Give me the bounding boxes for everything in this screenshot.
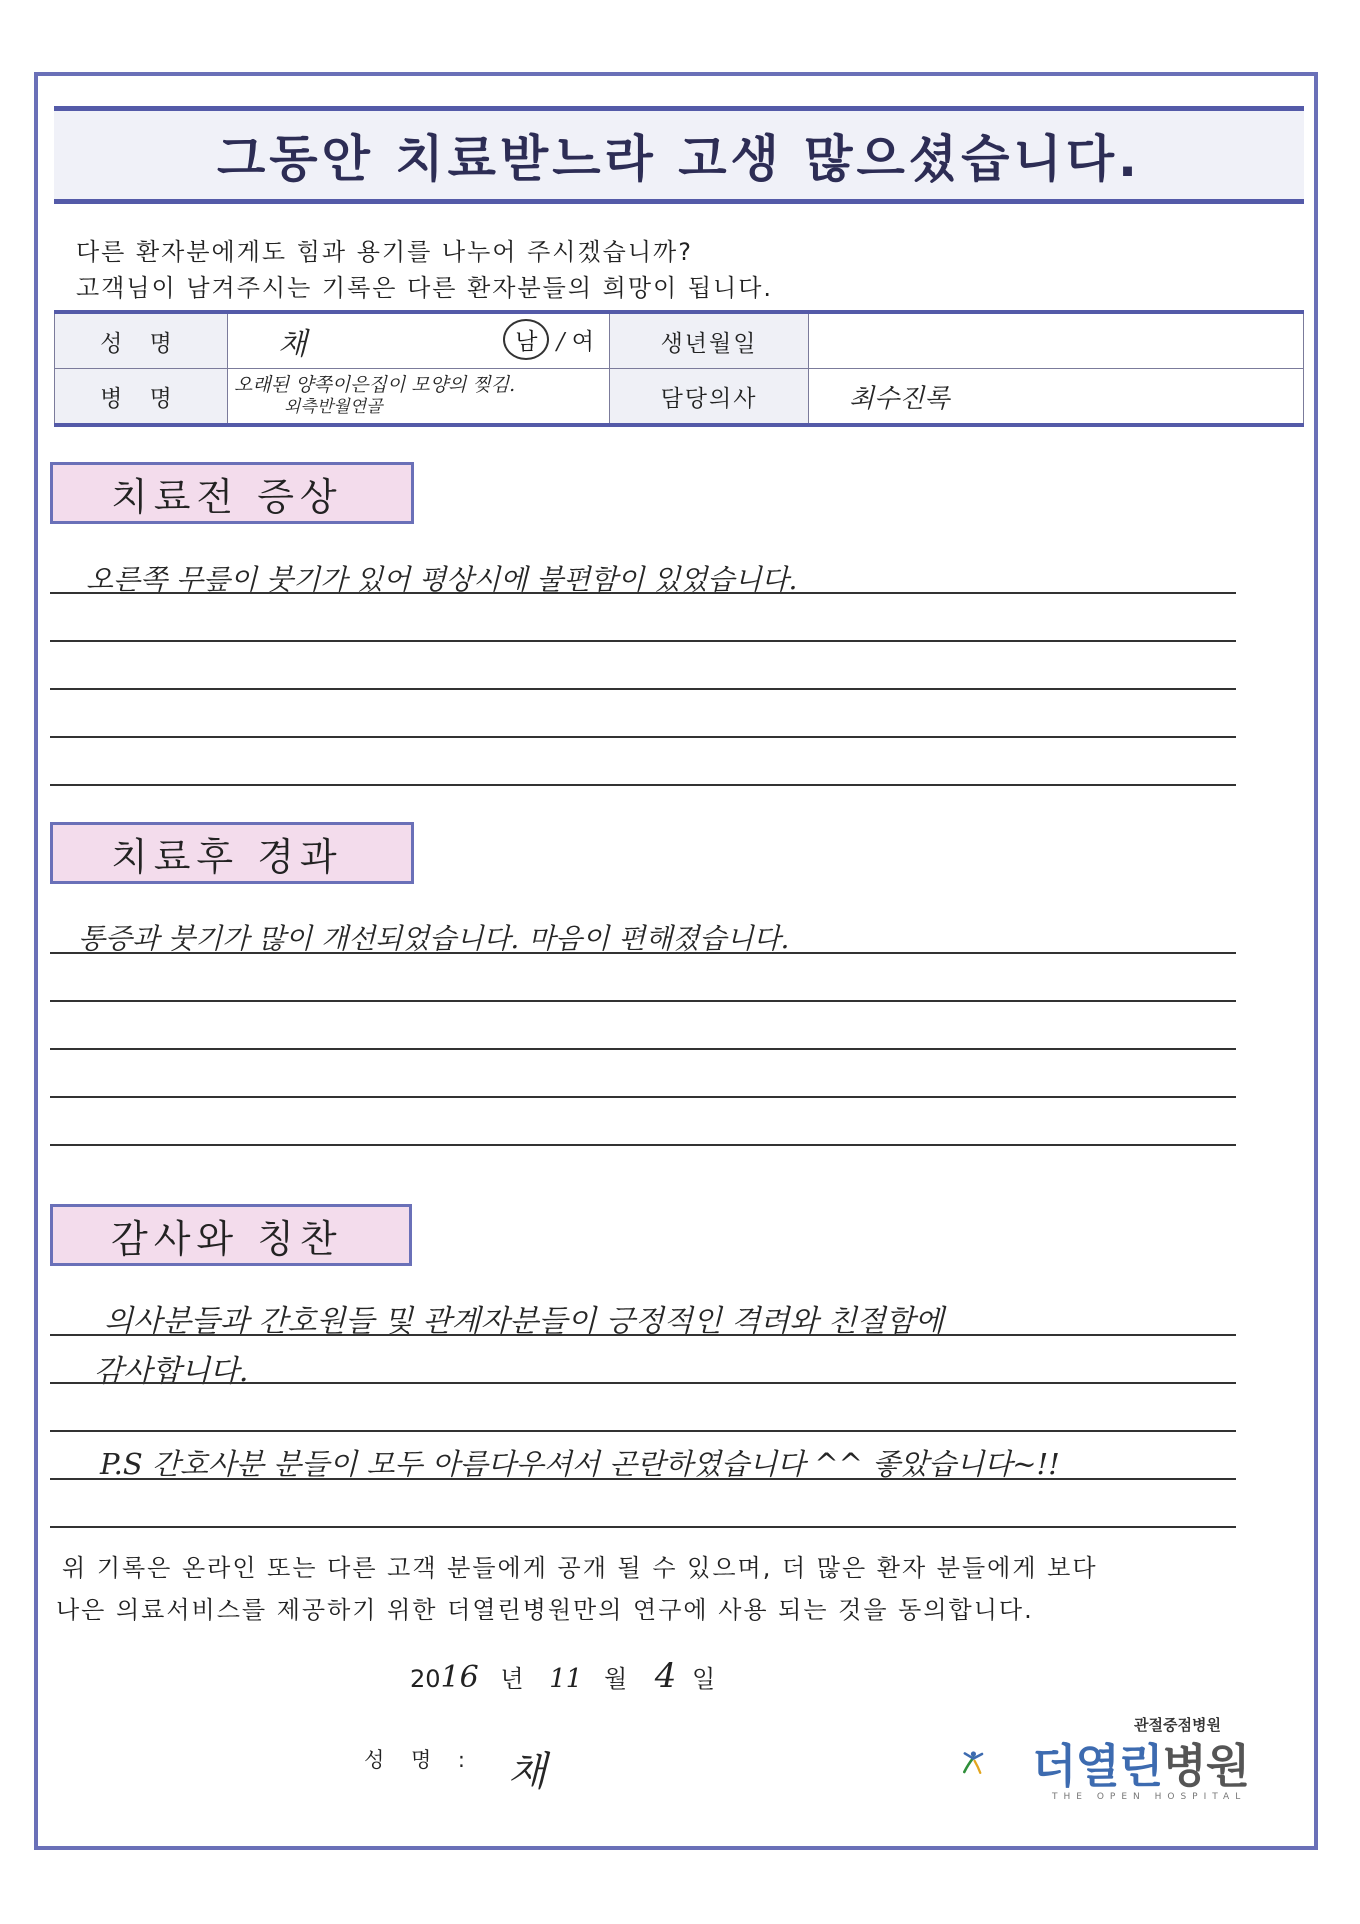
date-month: 11	[549, 1664, 583, 1694]
thanks-line-1: 의사분들과 간호원들 및 관계자분들이 긍정적인 격려와 친절함에	[104, 1304, 944, 1339]
intro-line-2: 고객님이 남겨주시는 기록은 다른 환자분들의 희망이 됩니다.	[76, 274, 774, 302]
logo-name-part1: 더열린	[1032, 1739, 1163, 1793]
name-label: 성 명	[55, 312, 228, 369]
doctor-value-cell	[809, 369, 1304, 426]
ruled-line	[50, 1096, 1236, 1098]
title-banner	[54, 106, 1304, 204]
name-value: 채	[278, 327, 307, 362]
date-day: 4	[654, 1656, 677, 1696]
ruled-line	[50, 1334, 1236, 1336]
thanks-line-4: P.S 간호사분 분들이 모두 아름다우셔서 곤란하였습니다 ^^ 좋았습니다~!!	[100, 1447, 1060, 1481]
section-after-header: 치료후 경과	[50, 822, 414, 884]
birth-value	[809, 312, 1304, 369]
disease-value-1: 오래된 양쪽이은집이 모양의 찢김.	[234, 374, 516, 396]
disease-label: 병 명	[55, 369, 228, 426]
ruled-line	[50, 1382, 1236, 1384]
logo-english: THE OPEN HOSPITAL	[1052, 1792, 1247, 1802]
consent-line-1: 위 기록은 온라인 또는 다른 고객 분들에게 공개 될 수 있으며, 더 많은 환자 분들에게 보다	[62, 1554, 1098, 1582]
patient-info-table	[54, 310, 1304, 427]
after-line-1: 통증과 붓기가 많이 개선되었습니다. 마음이 편해졌습니다.	[78, 922, 790, 955]
ruled-line	[50, 640, 1236, 642]
date-day-unit: 일	[692, 1665, 716, 1693]
ruled-line	[50, 1430, 1236, 1432]
ruled-line	[50, 592, 1236, 594]
date-year-prefix: 20	[410, 1665, 441, 1693]
doctor-value: 최수진록	[849, 383, 950, 414]
date-year-hand: 16	[440, 1660, 479, 1695]
disease-value-2: 외측반월연골	[284, 397, 383, 417]
gender-female: 여	[571, 329, 594, 355]
date-row	[410, 1656, 715, 1696]
hospital-logo-icon	[962, 1712, 1042, 1812]
logo-subtitle: 관절중점병원	[1134, 1716, 1221, 1734]
ruled-line	[50, 784, 1236, 786]
thanks-line-2: 감사합니다.	[94, 1354, 249, 1389]
signature-label: 성 명 :	[364, 1748, 475, 1772]
gender-male-selected: 남	[503, 319, 549, 360]
ruled-line	[50, 1000, 1236, 1002]
signature-value: 채	[508, 1749, 547, 1795]
date-year-unit: 년	[500, 1665, 524, 1693]
date-month-unit: 월	[603, 1665, 628, 1693]
ruled-line	[50, 1478, 1236, 1480]
section-before-header: 치료전 증상	[50, 462, 414, 524]
ruled-line	[50, 1144, 1236, 1146]
intro-line-1: 다른 환자분에게도 힘과 용기를 나누어 주시겠습니까?	[76, 238, 693, 266]
ruled-line	[50, 688, 1236, 690]
before-line-1: 오른쪽 무릎이 붓기가 있어 평상시에 불편함이 있었습니다.	[86, 563, 798, 596]
name-value-cell	[228, 312, 610, 369]
ruled-line	[50, 1526, 1236, 1528]
section-thanks-header: 감사와 칭찬	[50, 1204, 412, 1266]
gender-separator: /	[556, 329, 565, 355]
page-title: 그동안 치료받느라 고생 많으셨습니다.	[216, 130, 1141, 188]
logo-name	[1032, 1730, 1249, 1796]
gender-group	[503, 319, 594, 360]
ruled-line	[50, 952, 1236, 954]
disease-value-cell	[228, 369, 610, 426]
birth-label: 생년월일	[610, 312, 809, 369]
ruled-line	[50, 1048, 1236, 1050]
ruled-line	[50, 736, 1236, 738]
doctor-label: 담당의사	[610, 369, 809, 426]
consent-line-2: 나은 의료서비스를 제공하기 위한 더열린병원만의 연구에 사용 되는 것을 동의합니다.	[56, 1596, 1034, 1624]
logo-name-part2: 병원	[1162, 1739, 1250, 1793]
